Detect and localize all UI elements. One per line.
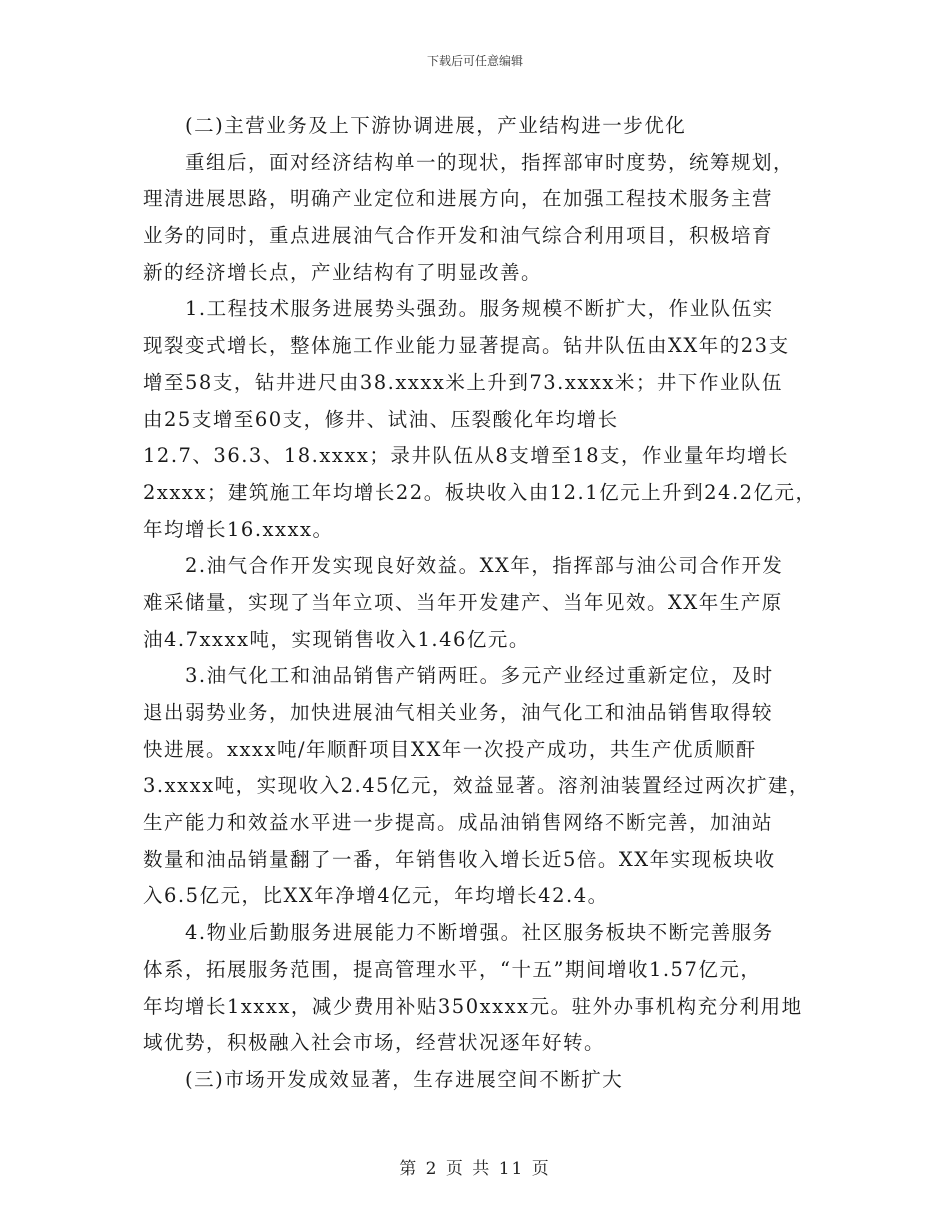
text-line: 油4.7xxxx吨，实现销售收入1.46亿元。 xyxy=(143,627,530,651)
text-line: 年均增长16.xxxx。 xyxy=(143,517,334,541)
text-line: 生产能力和效益水平进一步提高。成品油销售网络不断完善，加油站 xyxy=(143,811,774,835)
text-line: 12.7、36.3、18.xxxx；录井队伍从8支增至18支，作业量年均增长 xyxy=(143,444,790,468)
text-line: 由25支增至60支，修井、试油、压裂酸化年均增长 xyxy=(143,407,619,431)
text-line: 重组后，面对经济结构单一的现状，指挥部审时度势，统筹规划， xyxy=(185,150,795,174)
text-line: 入6.5亿元，比XX年净增4亿元，年均增长42.4。 xyxy=(143,884,609,908)
text-line: (三)市场开发成效显著，生存进展空间不断扩大 xyxy=(185,1067,624,1091)
text-line: 1.工程技术服务进展势头强劲。服务规模不断扩大，作业队伍实 xyxy=(185,297,774,321)
text-line: 快进展。xxxx吨/年顺酐项目XX年一次投产成功，共生产优质顺酐 xyxy=(143,737,757,761)
text-line: 业务的同时，重点进展油气合作开发和油气综合利用项目，积极培育 xyxy=(143,224,774,248)
text-line: 体系，拓展服务范围，提高管理水平，“十五”期间增收1.57亿元， xyxy=(143,957,762,981)
text-line: 退出弱势业务，加快进展油气相关业务，油气化工和油品销售取得较 xyxy=(143,701,774,724)
text-line: 3.xxxx吨，实现收入2.45亿元，效益显著。溶剂油装置经过两次扩建， xyxy=(143,774,811,798)
page-header: 下载后可任意编辑 xyxy=(426,54,523,68)
document-body xyxy=(143,108,823,1099)
text-line: 域优势，积极融入社会市场，经营状况逐年好转。 xyxy=(143,1031,606,1055)
text-line: 2xxxx；建筑施工年均增长22。板块收入由12.1亿元上升到24.2亿元， xyxy=(143,480,817,504)
text-line: 增至58支，钻井进尺由38.xxxx米上升到73.xxxx米；井下作业队伍 xyxy=(143,370,783,394)
text-line: 数量和油品销量翻了一番，年销售收入增长近5倍。XX年实现板块收 xyxy=(143,847,776,871)
text-line: 新的经济增长点，产业结构有了明显改善。 xyxy=(143,260,543,284)
text-line: 难采储量，实现了当年立项、当年开发建产、当年见效。XX年生产原 xyxy=(143,590,783,614)
text-line: (二)主营业务及上下游协调进展，产业结构进一步优化 xyxy=(185,114,687,137)
text-line: 4.物业后勤服务进展能力不断增强。社区服务板块不断完善服务 xyxy=(185,921,774,945)
text-line: 2.油气合作开发实现良好效益。XX年，指挥部与油公司合作开发 xyxy=(185,554,784,578)
text-line: 理清进展思路，明确产业定位和进展方向，在加强工程技术服务主营 xyxy=(143,187,774,211)
page-footer: 第 2 页 共 11 页 xyxy=(399,1159,551,1179)
text-line: 3.油气化工和油品销售产销两旺。多元产业经过重新定位，及时 xyxy=(185,664,774,688)
text-line: 现裂变式增长，整体施工作业能力显著提高。钻井队伍由XX年的23支 xyxy=(143,334,790,358)
text-line: 年均增长1xxxx，减少费用补贴350xxxx元。驻外办事机构充分利用地 xyxy=(143,994,803,1018)
